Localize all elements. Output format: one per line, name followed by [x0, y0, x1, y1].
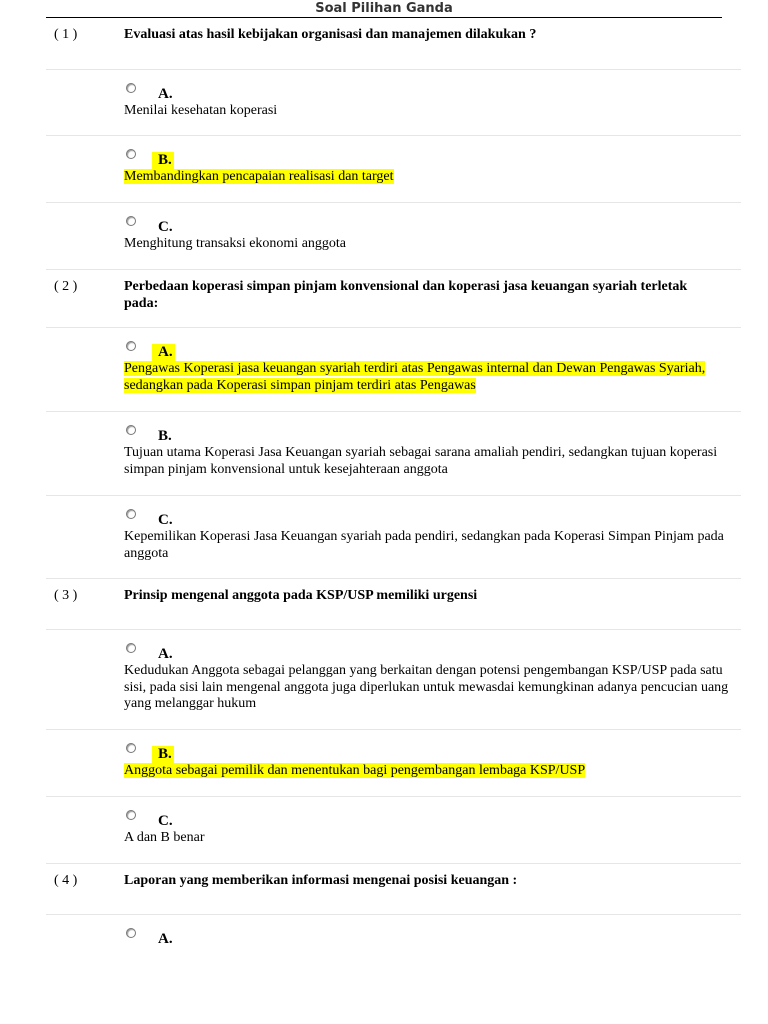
option-row[interactable]: [46, 630, 741, 730]
option-letter: A.: [152, 344, 175, 361]
option-row[interactable]: [46, 915, 741, 975]
question-number: ( 2 ): [54, 279, 78, 294]
option-row[interactable]: [46, 328, 741, 412]
option-text: Kepemilikan Koperasi Jasa Keuangan syariah pada pendiri, sedangkan pada Koperasi Simpan Pinjam pada anggota: [124, 529, 724, 561]
radio-button[interactable]: [126, 928, 136, 938]
option-text: Pengawas Koperasi jasa keuangan syariah terdiri atas Pengawas internal dan Dewan Pengawas Syariah, sedangkan pada Koperasi simpan pinjam terdiri atas Pengawas: [124, 361, 706, 393]
option-text: Kedudukan Anggota sebagai pelanggan yang berkaitan dengan potensi pengembangan KSP/USP pada satu sisi, pada sisi lain mengenal anggota juga diperlukan untuk mewasdai kemungkinan adanya pencucian uang yang melanggar hukum: [124, 663, 729, 711]
option-letter: B.: [152, 746, 174, 763]
radio-button[interactable]: [126, 83, 136, 93]
option-text: Menghitung transaksi ekonomi anggota: [124, 236, 347, 251]
radio-button[interactable]: [126, 425, 136, 435]
question-text: Prinsip mengenal anggota pada KSP/USP memiliki urgensi: [124, 588, 478, 603]
option-letter: B.: [152, 152, 174, 169]
option-letter: C.: [158, 813, 173, 829]
question-text: Evaluasi atas hasil kebijakan organisasi dan manajemen dilakukan ?: [124, 27, 537, 42]
question-text: Perbedaan koperasi simpan pinjam konvensional dan koperasi jasa keuangan syariah terletak pada:: [124, 279, 688, 311]
option-row[interactable]: [46, 70, 741, 136]
option-row[interactable]: [46, 797, 741, 864]
option-text: Anggota sebagai pemilik dan menentukan bagi pengembangan lembaga KSP/USP: [124, 763, 586, 778]
option-row[interactable]: [46, 203, 741, 270]
option-letter: C.: [158, 512, 173, 528]
option-letter: A.: [158, 86, 173, 102]
option-text: Tujuan utama Koperasi Jasa Keuangan syariah sebagai sarana amaliah pendiri, sedangkan tujuan koperasi simpan pinjam konvensional untuk kesejahteraan anggota: [124, 445, 718, 477]
question-text: Laporan yang memberikan informasi mengenai posisi keuangan :: [124, 873, 518, 888]
question-number: ( 3 ): [54, 588, 78, 603]
question-row: [46, 579, 741, 630]
radio-button[interactable]: [126, 216, 136, 226]
option-text: A dan B benar: [124, 830, 205, 845]
radio-button[interactable]: [126, 810, 136, 820]
option-text: Menilai kesehatan koperasi: [124, 103, 278, 118]
radio-button[interactable]: [126, 643, 136, 653]
quiz-list: [46, 18, 741, 975]
page-title: Soal Pilihan Ganda: [46, 0, 722, 18]
question-row: [46, 864, 741, 915]
option-letter: C.: [158, 219, 173, 235]
radio-button[interactable]: [126, 341, 136, 351]
option-row[interactable]: [46, 496, 741, 579]
option-row[interactable]: [46, 730, 741, 797]
question-row: [46, 270, 741, 328]
option-row[interactable]: [46, 136, 741, 203]
question-number: ( 4 ): [54, 873, 78, 888]
option-letter: A.: [158, 646, 173, 662]
question-number: ( 1 ): [54, 27, 78, 42]
radio-button[interactable]: [126, 743, 136, 753]
option-letter: A.: [158, 931, 173, 947]
option-letter: B.: [158, 428, 172, 444]
option-text: Membandingkan pencapaian realisasi dan target: [124, 169, 394, 184]
question-row: [46, 18, 741, 70]
radio-button[interactable]: [126, 509, 136, 519]
option-row[interactable]: [46, 412, 741, 496]
radio-button[interactable]: [126, 149, 136, 159]
